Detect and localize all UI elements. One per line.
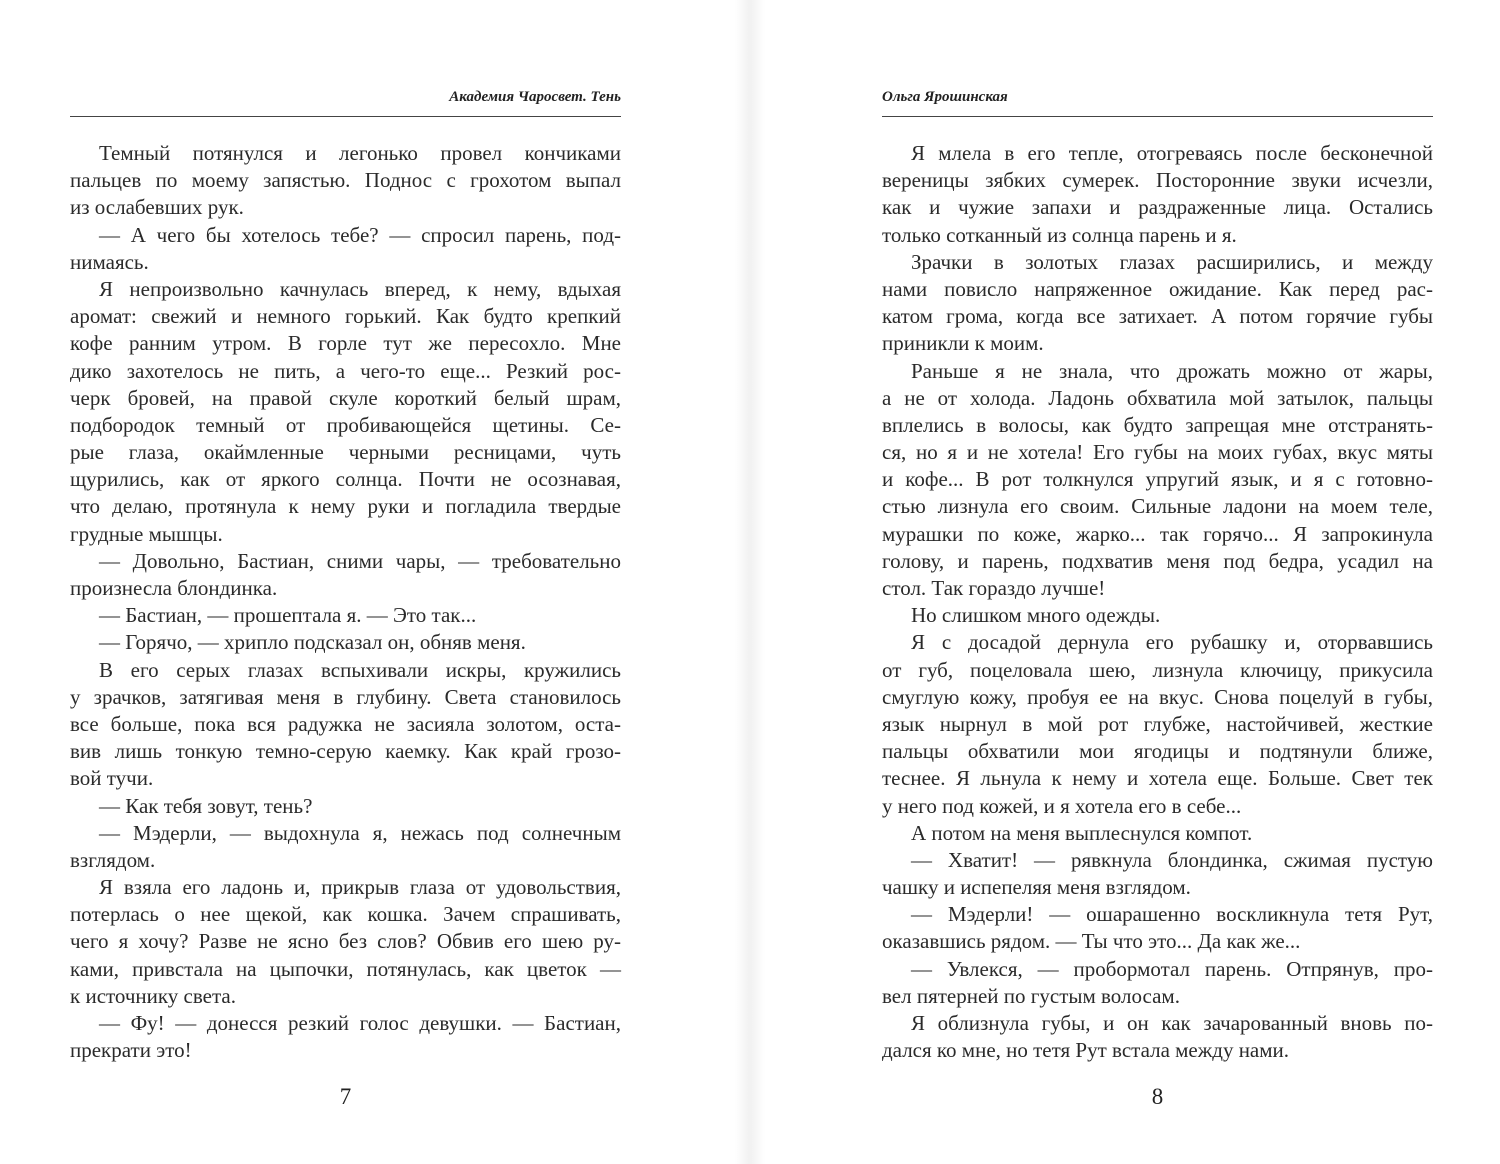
text-line: Зрачки в золотых глазах расширились, и между [911,249,1433,274]
text-line: чего я хочу? Разве не ясно без слов? Обвив его шею ру- [70,929,621,954]
text-line: все больше, пока вся радужка не засияла золотом, оста- [70,711,621,736]
text-line: стол. Так гораздо лучше! [882,576,1106,600]
paragraph [882,901,1433,955]
paragraph [70,629,621,656]
paragraph [70,548,621,602]
text-line: вплелись в волосы, как будто запрещая мне отстранять- [882,412,1433,437]
text-line: ками, привстала на цыпочки, потянулась, как цветок — [70,956,621,981]
text-line: подбородок темный от пробивающейся щетины. Се- [70,412,621,437]
paragraph [882,140,1433,249]
text-line: вив лишь тонкую темно-серую каемку. Как край грозо- [70,739,621,764]
text-line: А потом на меня выплеснулся компот. [911,820,1253,845]
right-page [882,0,1433,1164]
text-line: грудные мышцы. [70,521,223,546]
paragraph [70,140,621,222]
paragraph [882,956,1433,1010]
text-line: — Бастиан, — прошептала я. — Это так... [99,603,477,628]
text-line: нами повисло напряженное ожидание. Как перед рас- [882,276,1433,301]
text-line: вой тучи. [70,766,154,791]
text-line: вел пятерней по густым волосам. [882,983,1180,1008]
text-line: а не от холода. Ладонь обхватила мой затылок, пальцы [882,385,1433,410]
text-line: что делаю, протянула к нему руки и погладила твердые [70,494,621,519]
paragraph [882,358,1433,603]
text-line: — А чего бы хотелось тебе? — спросил парень, под- [99,222,621,247]
text-line: черк бровей, на правой скуле короткий белый шрам, [70,385,621,410]
text-line: катом грома, когда все затихает. А потом горячие губы [882,304,1433,329]
text-line: прекрати это! [70,1038,192,1063]
text-line: — Мэдерли! — ошарашенно воскликнула тетя Рут, [911,902,1433,927]
paragraph [70,820,621,874]
paragraph [70,1010,621,1064]
text-line: Я с досадой дернула его рубашку и, оторвавшись [911,630,1433,655]
text-line: Я млела в его тепле, отогреваясь после бесконечной [911,141,1433,165]
left-page [70,0,621,1164]
text-line: как и чужие запахи и раздраженные лица. Остались [882,195,1433,220]
text-line: язык нырнул в мой рот глубже, настойчивей, жесткие [882,711,1433,736]
text-line: чашку и испепеляя меня взглядом. [882,875,1191,900]
paragraph [882,820,1433,847]
text-line: нимаясь. [70,249,149,274]
text-line: к источнику света. [70,983,237,1008]
paragraph [882,629,1433,819]
text-line: аромат: свежий и немного горький. Как будто крепкий [70,304,621,329]
text-line: рые глаза, окаймленные черными ресницами, чуть [70,440,621,465]
text-line: вереницы зябких сумерек. Посторонние звуки исчезли, [882,168,1433,193]
paragraph [882,1010,1433,1064]
text-line: только сотканный из солнца парень и я. [882,222,1237,247]
text-line: — Фу! — донесся резкий голос девушки. — Бастиан, [99,1011,621,1035]
page-number: 7 [339,1084,352,1109]
text-line: и кофе... В рот толкнулся упругий язык, и я с готовно- [882,467,1433,492]
paragraph [70,874,621,1010]
paragraph [70,602,621,629]
text-line: кофе ранним утром. В горле тут же пересохло. Мне [70,331,621,356]
text-line: Я облизнула губы, и он как зачарованный вновь по- [911,1011,1433,1035]
text-line: В его серых глазах вспыхивали искры, кружились [99,657,621,682]
text-line: щурились, как от яркого солнца. Почти не осознавая, [70,467,621,492]
paragraph [70,793,621,820]
text-line: — Мэдерли, — выдохнула я, нежась под солнечным [99,820,621,845]
text-line: от губ, поцеловала шею, лизнула ключицу, прикусила [882,657,1433,682]
text-line: дался ко мне, но тетя Рут встала между нами. [882,1038,1290,1063]
text-line: пальцев по моему запястью. Поднос с грохотом выпал [70,168,621,193]
text-line: дико захотелось не пить, а чего-то еще... Резкий рос- [70,358,621,383]
text-line: теснее. Я льнула к нему и хотела еще. Больше. Свет тек [882,766,1433,791]
running-head-title: Академия Чаросвет. Тень [449,89,621,105]
page-number: 8 [1151,1084,1164,1109]
text-line: стью лизнула его своим. Сильные ладони на моем теле, [882,494,1433,519]
text-line: Темный потянулся и легонько провел кончиками [99,141,621,165]
text-line: взглядом. [70,847,156,872]
header-rule [882,116,1433,117]
header-rule [70,116,621,117]
page-body [882,140,1433,1064]
text-line: — Горячо, — хрипло подсказал он, обняв меня. [99,630,526,655]
book-gutter [735,0,765,1164]
page-body [70,140,621,1064]
text-line: произнесла блондинка. [70,576,278,600]
running-head-author: Ольга Ярошинская [882,89,1008,105]
text-line: — Увлекся, — пробормотал парень. Отпрянув, про- [911,956,1433,981]
text-line: пальцы обхватили мои ягодицы и подтянули ближе, [882,739,1433,764]
paragraph [882,602,1433,629]
text-line: у него под кожей, и я хотела его в себе... [882,793,1242,818]
text-line: Я непроизвольно качнулась вперед, к нему, вдыхая [99,276,621,301]
text-line: у зрачков, затягивая меня в глубину. Света становилось [70,684,621,709]
text-line: смуглую кожу, пробуя ее на вкус. Снова поцелуй в губы, [882,684,1433,709]
text-line: Но слишком много одежды. [911,603,1161,628]
text-line: — Как тебя зовут, тень? [99,793,313,818]
text-line: из ослабевших рук. [70,195,244,220]
paragraph [882,249,1433,358]
paragraph [70,276,621,548]
paragraph [882,847,1433,901]
text-line: ся, но я и не хотела! Его губы на моих губах, вкус мяты [882,440,1433,465]
text-line: приникли к моим. [882,331,1044,356]
text-line: потерлась о нее щекой, как кошка. Зачем спрашивать, [70,902,621,927]
paragraph [70,657,621,793]
text-line: мурашки по коже, жарко... так горячо... Я запрокинула [882,521,1433,546]
text-line: Я взяла его ладонь и, прикрыв глаза от удовольствия, [99,875,621,900]
text-line: — Хватит! — рявкнула блондинка, сжимая пустую [911,847,1433,872]
text-line: — Довольно, Бастиан, сними чары, — требовательно [99,548,621,573]
text-line: оказавшись рядом. — Ты что это... Да как же... [882,929,1301,954]
paragraph [70,222,621,276]
text-line: голову, и парень, подхватив меня под бедра, усадил на [882,548,1433,573]
text-line: Раньше я не знала, что дрожать можно от жары, [911,358,1433,383]
